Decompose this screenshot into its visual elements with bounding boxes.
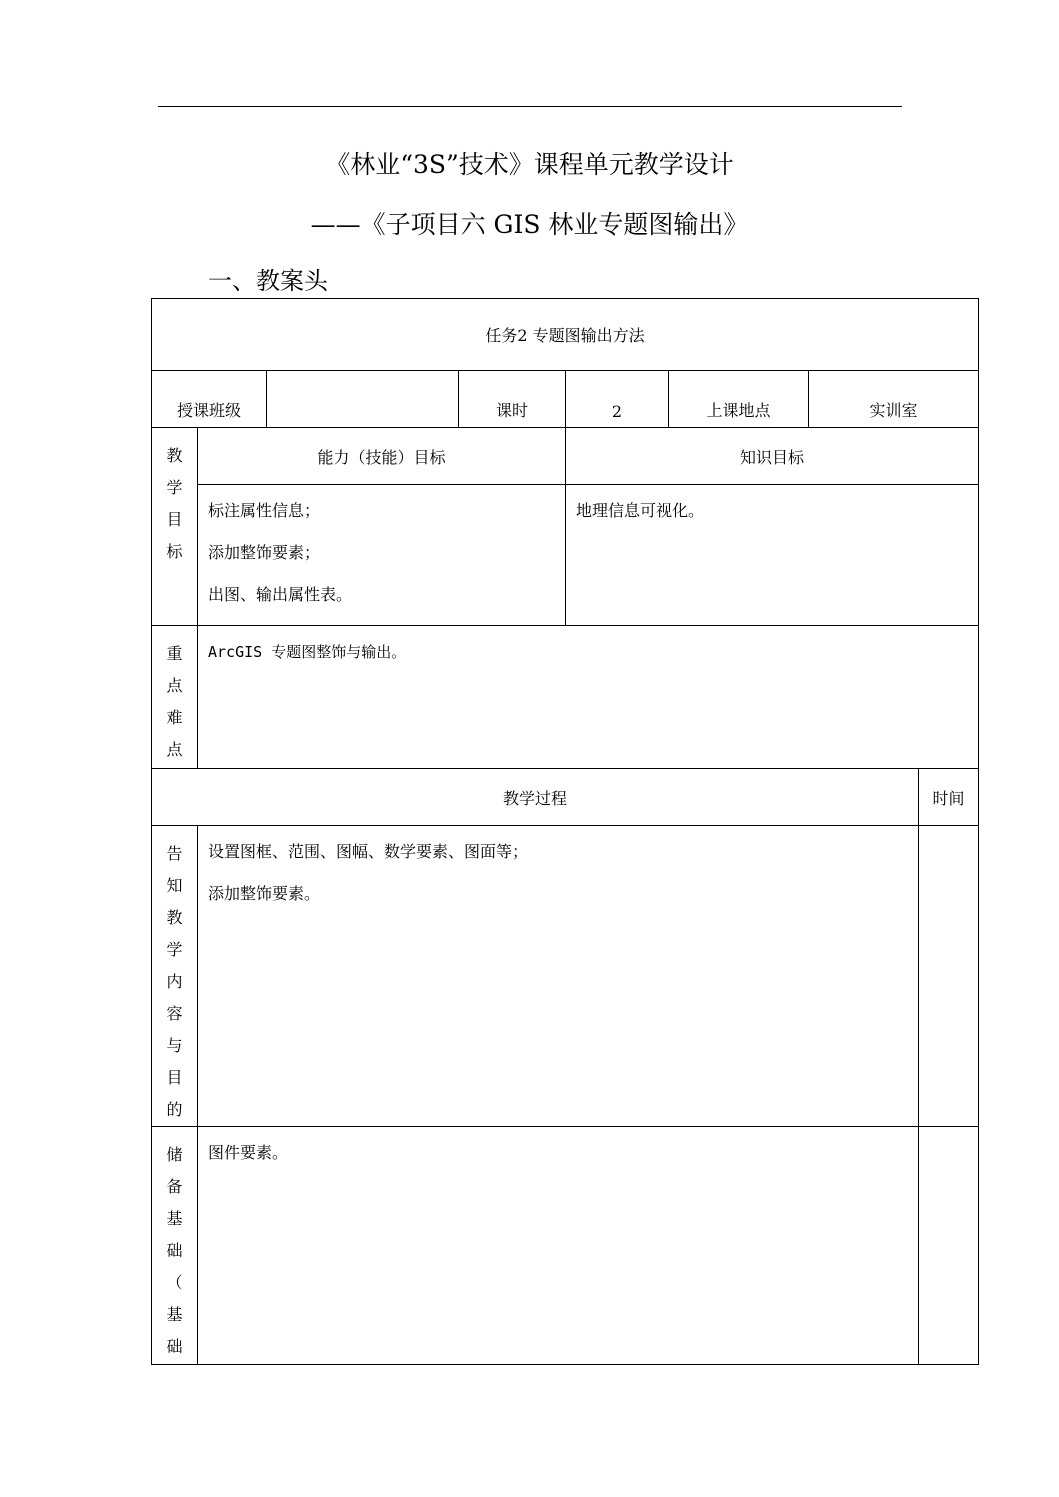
process-header: 教学过程 <box>502 788 567 808</box>
objectives-side-label: 教 学 目 标 <box>152 428 198 626</box>
time-header-cell <box>919 769 979 826</box>
ability-header-cell <box>198 428 566 485</box>
task-title: 任务2 专题图输出方法 <box>485 326 645 345</box>
hours-label-cell <box>459 371 566 428</box>
location-value-cell <box>809 371 979 428</box>
inform-cell <box>198 826 919 1127</box>
process-header-cell <box>152 769 919 826</box>
knowledge-item: 地理信息可视化。 <box>576 501 705 520</box>
hours-value: 2 <box>611 402 623 421</box>
ability-item: 标注属性信息； <box>208 501 321 520</box>
ability-items <box>198 485 566 626</box>
lesson-plan-table <box>151 298 979 1365</box>
document-subtitle: ——《子项目六 GIS 林业专题图输出》 <box>310 210 749 239</box>
ability-header: 能力（技能）目标 <box>317 447 446 467</box>
section-heading: 一、教案头 <box>208 267 328 295</box>
class-value-cell <box>267 371 459 428</box>
reserve-cell <box>198 1127 919 1365</box>
header-rule <box>158 106 902 107</box>
ability-item: 出图、输出属性表。 <box>208 585 353 604</box>
location-label: 上课地点 <box>706 401 771 420</box>
inform-item: 添加整饰要素。 <box>208 884 321 903</box>
knowledge-header: 知识目标 <box>740 447 805 467</box>
key-points-text: ArcGIS 专题图整饰与输出。 <box>208 643 407 661</box>
inform-item: 设置图框、范围、图幅、数学要素、图面等； <box>208 842 529 861</box>
time-header: 时间 <box>932 788 965 808</box>
class-label: 授课班级 <box>176 401 241 420</box>
reserve-time-cell <box>919 1127 979 1365</box>
hours-label: 课时 <box>495 401 528 420</box>
key-points-side-label: 重 点 难 点 <box>152 626 198 769</box>
reserve-text: 图件要素。 <box>208 1143 289 1162</box>
inform-time-cell <box>919 826 979 1127</box>
location-value: 实训室 <box>869 401 918 420</box>
inform-side-label: 告 知 教 学 内 容 与 目 的 <box>152 826 198 1127</box>
document-title: 《林业“3S”技术》课程单元教学设计 <box>325 150 734 179</box>
class-label-cell <box>152 371 267 428</box>
knowledge-items <box>566 485 979 626</box>
hours-value-cell <box>566 371 669 428</box>
ability-item: 添加整饰要素； <box>208 543 321 562</box>
task-title-cell <box>152 299 979 371</box>
knowledge-header-cell <box>566 428 979 485</box>
key-points-cell <box>198 626 979 769</box>
reserve-side-label: 储 备 基 础 （ 基 础 <box>152 1127 198 1365</box>
location-label-cell <box>669 371 809 428</box>
